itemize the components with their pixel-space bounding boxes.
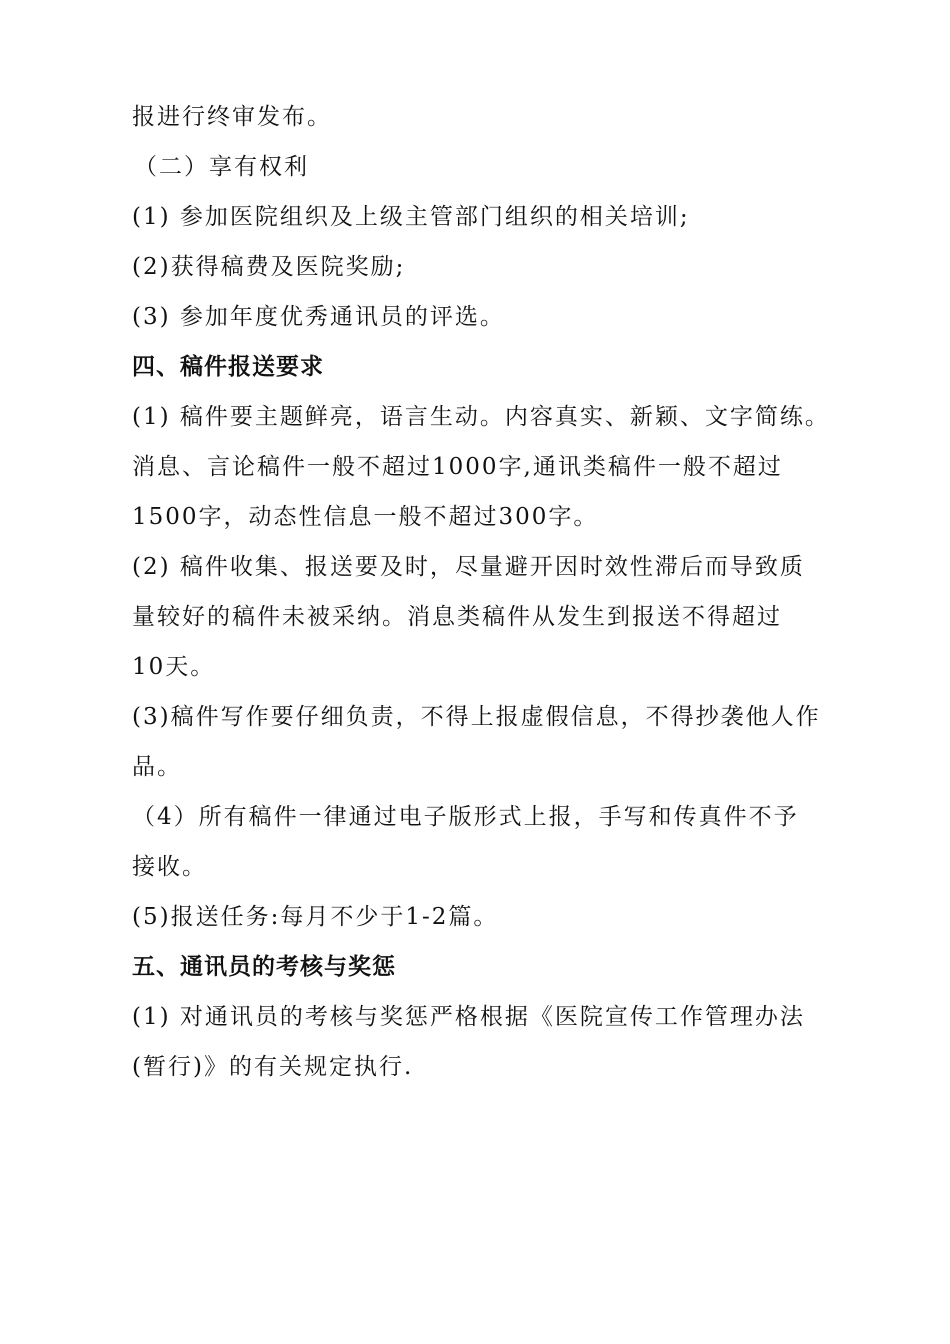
list-item: (1) 参加医院组织及上级主管部门组织的相关培训; bbox=[132, 204, 690, 230]
list-item: (2) 稿件收集、报送要及时，尽量避开因时效性滞后而导致质 bbox=[132, 554, 805, 580]
list-item: (1) 对通讯员的考核与奖惩严格根据《医院宣传工作管理办法 bbox=[132, 1004, 805, 1030]
section-heading: 四、稿件报送要求 bbox=[132, 354, 324, 380]
paragraph-line: 品。 bbox=[132, 754, 182, 780]
list-item: (3)稿件写作要仔细负责，不得上报虚假信息，不得抄袭他人作 bbox=[132, 704, 821, 730]
paragraph-line: 量较好的稿件未被采纳。消息类稿件从发生到报送不得超过 bbox=[132, 604, 782, 630]
document-body bbox=[132, 92, 842, 1092]
section-subheading: （二）享有权利 bbox=[134, 154, 309, 180]
list-item: (2)获得稿费及医院奖励; bbox=[132, 254, 406, 280]
paragraph-line: 1500字，动态性信息一般不超过300字。 bbox=[132, 504, 599, 530]
paragraph-line: 10天。 bbox=[132, 654, 216, 680]
paragraph-line: (暂行)》的有关规定执行. bbox=[132, 1054, 414, 1080]
section-heading: 五、通讯员的考核与奖惩 bbox=[132, 954, 396, 980]
list-item: (5)报送任务:每月不少于1-2篇。 bbox=[132, 904, 499, 930]
paragraph-line: 消息、言论稿件一般不超过1000字,通讯类稿件一般不超过 bbox=[132, 454, 783, 480]
list-item: (3) 参加年度优秀通讯员的评选。 bbox=[132, 304, 505, 330]
paragraph-line: 报进行终审发布。 bbox=[132, 104, 332, 130]
paragraph-line: 接收。 bbox=[132, 854, 207, 880]
list-item: （4）所有稿件一律通过电子版形式上报，手写和传真件不予 bbox=[132, 804, 799, 830]
list-item: (1) 稿件要主题鲜亮，语言生动。内容真实、新颖、文字简练。 bbox=[132, 404, 830, 430]
